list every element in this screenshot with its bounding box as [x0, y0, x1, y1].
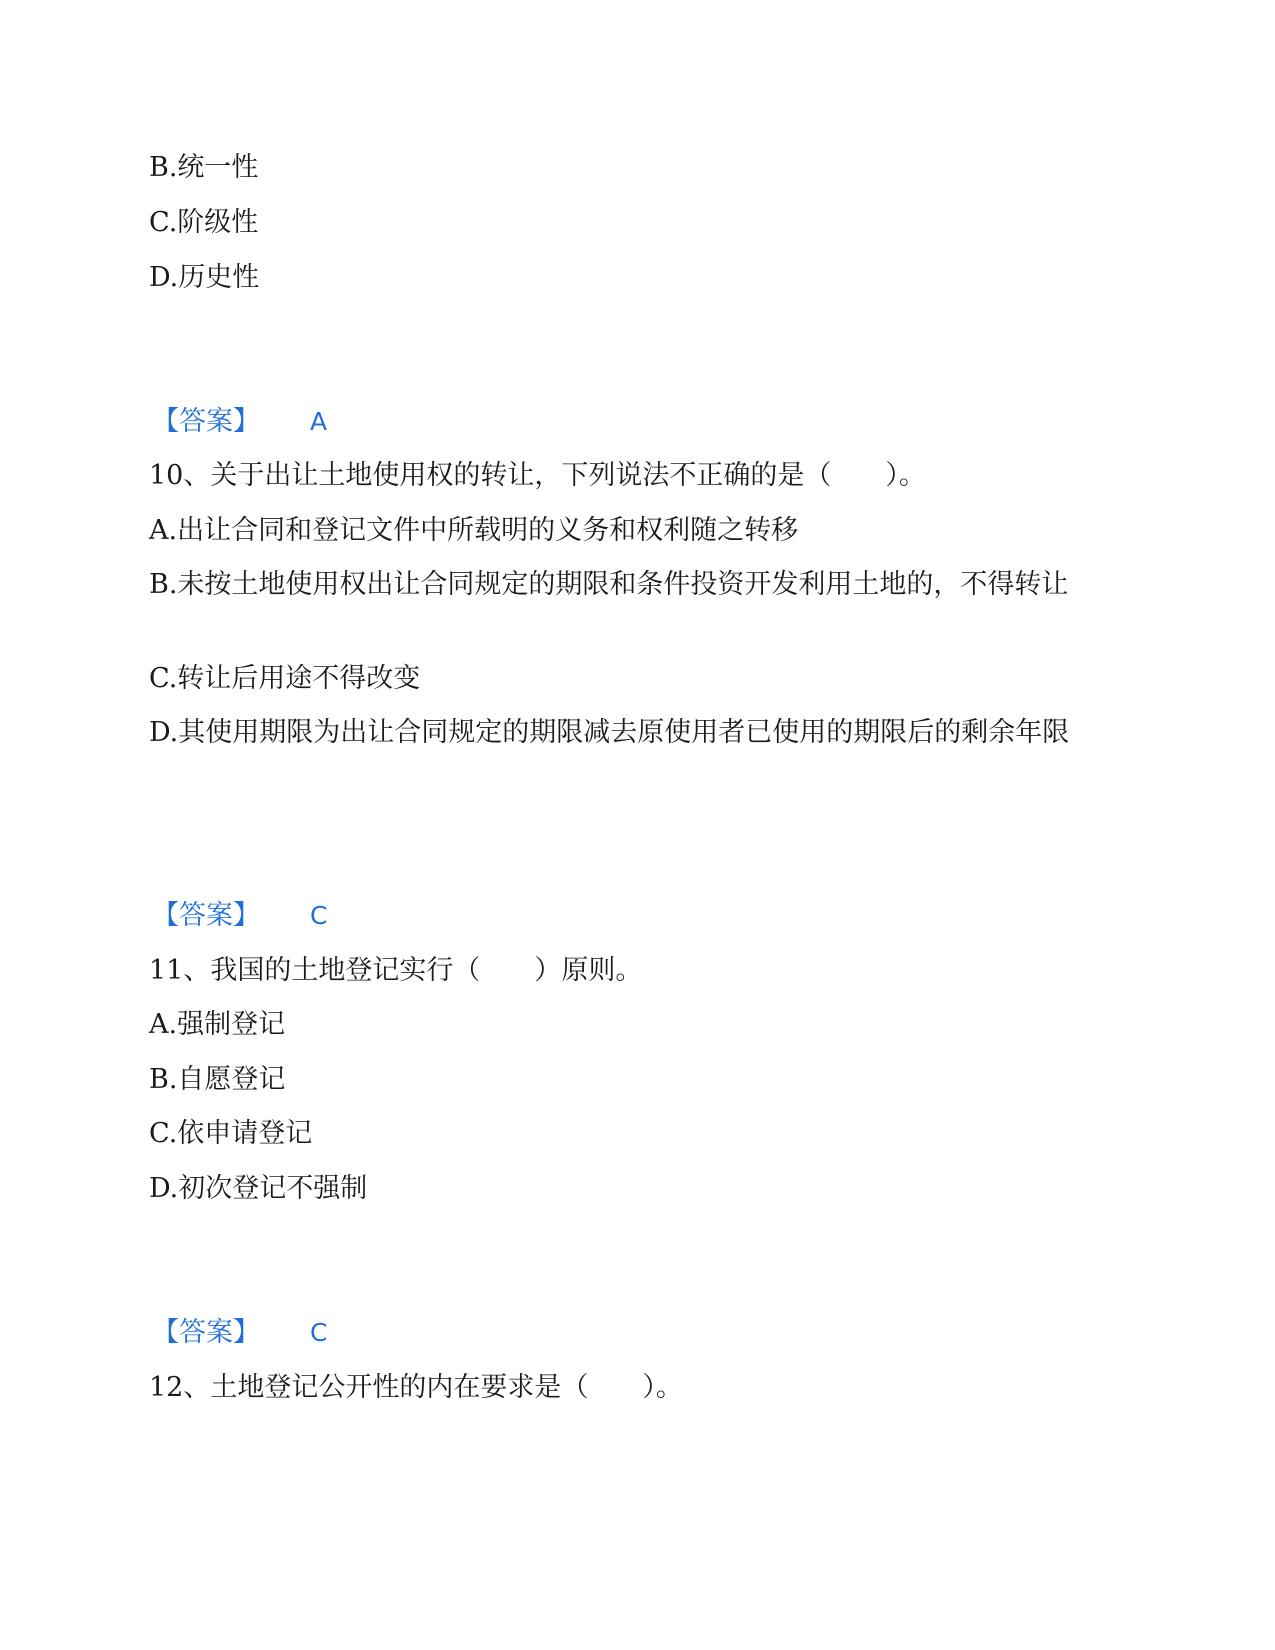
- answer-value: C: [310, 1318, 328, 1347]
- q10-option-b: B.未按土地使用权出让合同规定的期限和条件投资开发利用土地的，不得转让: [149, 569, 1069, 600]
- q12-stem: 12、土地登记公开性的内在要求是（ ）。: [149, 1372, 683, 1403]
- q10-option-c: C.转让后用途不得改变: [149, 663, 421, 694]
- q11-option-a: A.强制登记: [149, 1009, 286, 1040]
- q11-stem: 11、我国的土地登记实行（ ）原则。: [149, 955, 643, 986]
- q10-option-d: D.其使用期限为出让合同规定的期限减去原使用者已使用的期限后的剩余年限: [149, 717, 1070, 748]
- answer-10: [152, 896, 327, 936]
- answer-label: 【答案】: [152, 406, 260, 437]
- answer-9: [152, 402, 327, 442]
- q11-option-c: C.依申请登记: [149, 1118, 313, 1149]
- answer-label: 【答案】: [152, 900, 260, 931]
- q10-option-a: A.出让合同和登记文件中所载明的义务和权利随之转移: [149, 515, 799, 546]
- q11-option-b: B.自愿登记: [149, 1064, 286, 1095]
- q10-stem: 10、关于出让土地使用权的转让，下列说法不正确的是（ ）。: [149, 460, 926, 491]
- q9-option-b: B.统一性: [149, 152, 259, 183]
- answer-value: C: [310, 901, 328, 930]
- q11-option-d: D.初次登记不强制: [149, 1173, 368, 1204]
- answer-label: 【答案】: [152, 1317, 260, 1348]
- q9-option-d: D.历史性: [149, 262, 260, 293]
- answer-11: [152, 1313, 327, 1353]
- answer-value: A: [310, 407, 328, 436]
- q9-option-c: C.阶级性: [149, 207, 259, 238]
